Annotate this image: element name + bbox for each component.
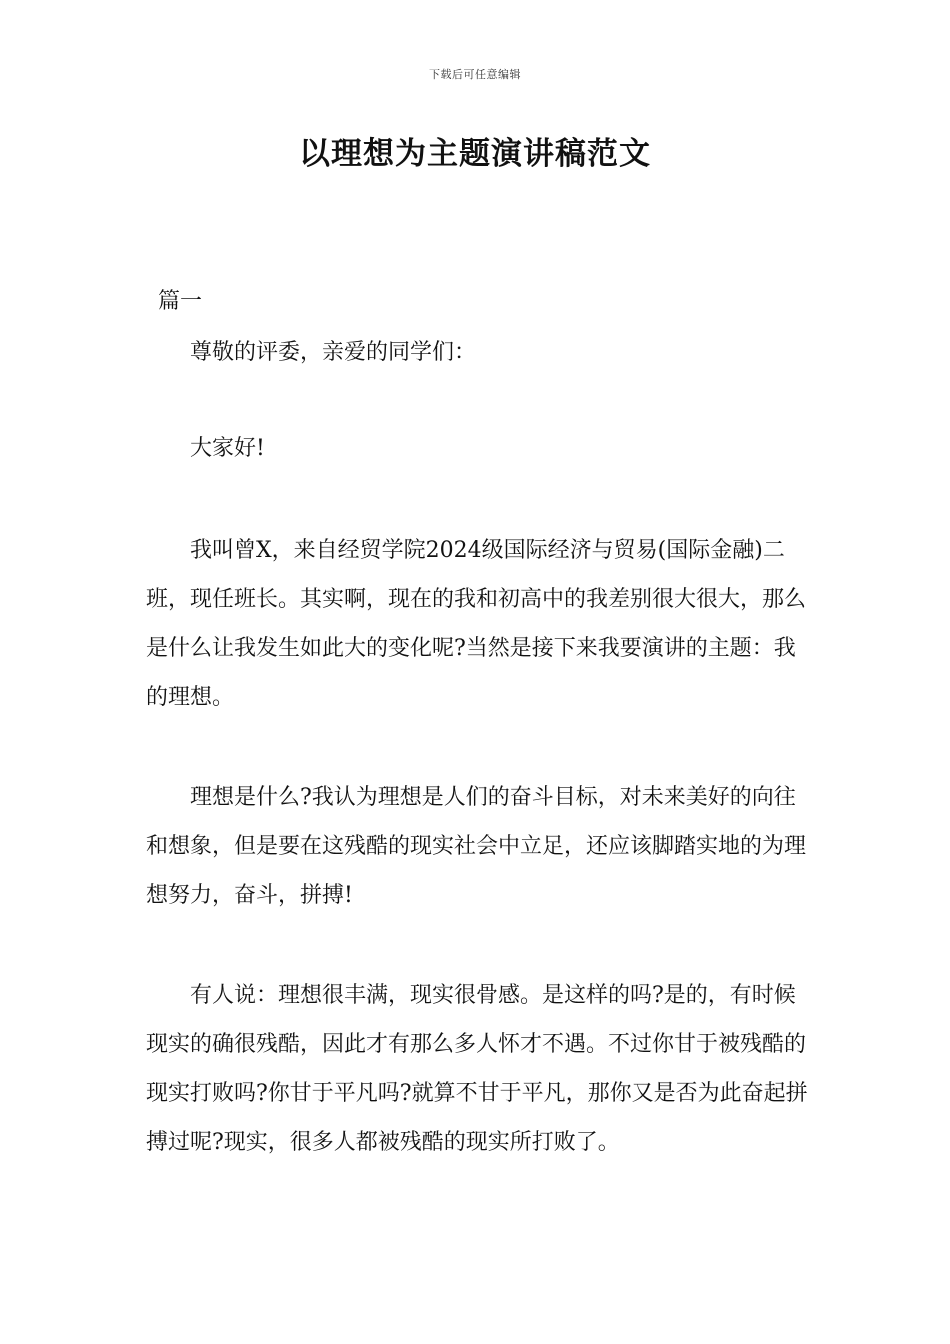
document-title: 以理想为主题演讲稿范文 bbox=[299, 136, 651, 172]
paragraph-what-is-ideal: 理想是什么?我认为理想是人们的奋斗目标，对未来美好的向往和想象，但是要在这残酷的现实社会中立足，还应该脚踏实地的为理想努力，奋斗，拼搏! bbox=[146, 785, 807, 908]
paragraph-hello: 大家好! bbox=[190, 436, 265, 461]
section-label: 篇一 bbox=[158, 289, 203, 314]
paragraph-greeting: 尊敬的评委，亲爱的同学们： bbox=[190, 340, 477, 365]
paragraph-reality: 有人说：理想很丰满，现实很骨感。是这样的吗?是的，有时候现实的确很残酷，因此才有那么多人怀才不遇。不过你甘于被残酷的现实打败吗?你甘于平凡吗?就算不甘于平凡，那你又是否为此奋起拼搏过呢?现实，很多人都被残酷的现实所打败了。 bbox=[146, 983, 808, 1155]
paragraph-introduction: 我叫曾X，来自经贸学院2024级国际经济与贸易(国际金融)二班，现任班长。其实啊，现在的我和初高中的我差别很大很大，那么是什么让我发生如此大的变化呢?当然是接下来我要演讲的主题：我的理想。 bbox=[146, 538, 807, 710]
header-note: 下载后可任意编辑 bbox=[429, 68, 521, 81]
